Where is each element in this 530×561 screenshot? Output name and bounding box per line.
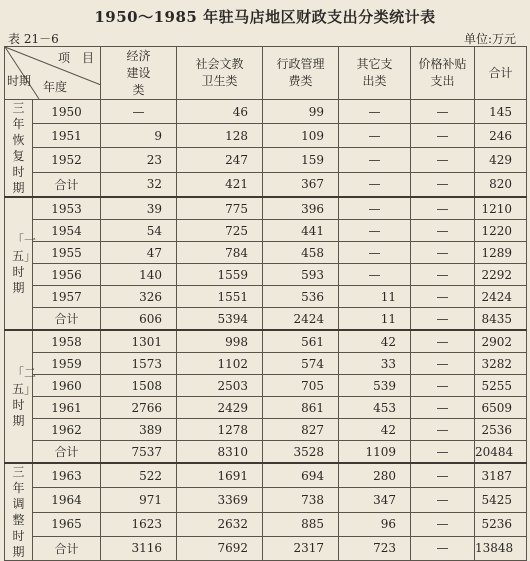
value-cell: 458 (263, 242, 339, 264)
year-cell: 1956 (33, 264, 101, 286)
table-row (5, 172, 527, 197)
value-cell: 705 (263, 375, 339, 397)
value-cell: 2536 (475, 419, 527, 441)
table-row (5, 353, 527, 375)
value-cell: — (411, 330, 475, 353)
value-cell: 159 (263, 148, 339, 172)
column-header: 合计 (475, 47, 527, 100)
value-cell: 3282 (475, 353, 527, 375)
value-cell: 42 (339, 330, 411, 353)
value-cell: 3369 (177, 488, 263, 512)
value-cell: — (411, 353, 475, 375)
value-cell: — (411, 375, 475, 397)
year-cell: 1962 (33, 419, 101, 441)
value-cell: — (411, 197, 475, 220)
value-cell: 1278 (177, 419, 263, 441)
value-cell: 441 (263, 220, 339, 242)
value-cell: 3528 (263, 441, 339, 464)
value-cell: 5236 (475, 512, 527, 536)
column-header: 其它支出类 (339, 47, 411, 100)
value-cell: 2292 (475, 264, 527, 286)
value-cell: — (339, 264, 411, 286)
value-cell: — (339, 197, 411, 220)
value-cell: 39 (101, 197, 177, 220)
value-cell: 861 (263, 397, 339, 419)
value-cell: 3116 (101, 536, 177, 560)
value-cell: 971 (101, 488, 177, 512)
year-cell: 1960 (33, 375, 101, 397)
value-cell: 9 (101, 124, 177, 148)
value-cell: 46 (177, 100, 263, 124)
value-cell: — (411, 124, 475, 148)
value-cell: 1301 (101, 330, 177, 353)
value-cell: — (411, 536, 475, 560)
period-cell: 「二五」时期 (5, 330, 33, 463)
value-cell: 6509 (475, 397, 527, 419)
value-cell: — (411, 441, 475, 464)
year-cell: 1958 (33, 330, 101, 353)
value-cell: — (339, 100, 411, 124)
value-cell: 421 (177, 172, 263, 197)
value-cell: 453 (339, 397, 411, 419)
value-cell: 738 (263, 488, 339, 512)
value-cell: 1691 (177, 463, 263, 488)
year-cell: 1954 (33, 220, 101, 242)
table-title: 1950～1985 年驻马店地区财政支出分类统计表 (94, 8, 436, 26)
subtotal-label: 合计 (33, 172, 101, 197)
value-cell: — (101, 100, 177, 124)
value-cell: 20484 (475, 441, 527, 464)
corner-header-cell (5, 47, 101, 100)
period-cell: 「一五」时期 (5, 197, 33, 330)
value-cell: 2902 (475, 330, 527, 353)
table-row (5, 286, 527, 308)
value-cell: — (411, 172, 475, 197)
year-cell: 1961 (33, 397, 101, 419)
value-cell: 2424 (475, 286, 527, 308)
value-cell: 2317 (263, 536, 339, 560)
value-cell: — (411, 100, 475, 124)
value-cell: 2766 (101, 397, 177, 419)
table-row (5, 330, 527, 353)
value-cell: 5425 (475, 488, 527, 512)
value-cell: 2429 (177, 397, 263, 419)
table-row (5, 220, 527, 242)
value-cell: — (339, 220, 411, 242)
value-cell: 42 (339, 419, 411, 441)
value-cell: — (411, 220, 475, 242)
table-row (5, 397, 527, 419)
year-cell: 1951 (33, 124, 101, 148)
value-cell: 33 (339, 353, 411, 375)
corner-period-label: 时期 (7, 74, 32, 88)
table-row (5, 488, 527, 512)
value-cell: 1102 (177, 353, 263, 375)
value-cell: 522 (101, 463, 177, 488)
value-cell: 998 (177, 330, 263, 353)
year-cell: 1955 (33, 242, 101, 264)
table-row (5, 308, 527, 331)
value-cell: — (339, 148, 411, 172)
value-cell: 99 (263, 100, 339, 124)
value-cell: 140 (101, 264, 177, 286)
value-cell: 128 (177, 124, 263, 148)
value-cell: — (411, 286, 475, 308)
table-row (5, 100, 527, 124)
value-cell: — (411, 419, 475, 441)
value-cell: 536 (263, 286, 339, 308)
value-cell: 775 (177, 197, 263, 220)
corner-year-label: 年度 (43, 80, 68, 94)
value-cell: 429 (475, 148, 527, 172)
table-row (5, 536, 527, 560)
value-cell: 7692 (177, 536, 263, 560)
value-cell: 396 (263, 197, 339, 220)
value-cell: 145 (475, 100, 527, 124)
value-cell: — (339, 124, 411, 148)
value-cell: 280 (339, 463, 411, 488)
value-cell: — (411, 148, 475, 172)
value-cell: 109 (263, 124, 339, 148)
year-cell: 1950 (33, 100, 101, 124)
value-cell: 7537 (101, 441, 177, 464)
value-cell: 347 (339, 488, 411, 512)
value-cell: — (411, 463, 475, 488)
value-cell: 23 (101, 148, 177, 172)
period-cell: 三年恢复时期 (5, 100, 33, 198)
value-cell: 54 (101, 220, 177, 242)
header-row (5, 47, 527, 100)
column-header: 价格补贴支出 (411, 47, 475, 100)
value-cell: 1573 (101, 353, 177, 375)
value-cell: 827 (263, 419, 339, 441)
year-cell: 1964 (33, 488, 101, 512)
value-cell: — (411, 397, 475, 419)
year-cell: 1959 (33, 353, 101, 375)
value-cell: 5394 (177, 308, 263, 331)
value-cell: 2503 (177, 375, 263, 397)
table-row (5, 264, 527, 286)
table-row (5, 441, 527, 464)
value-cell: — (411, 488, 475, 512)
value-cell: 32 (101, 172, 177, 197)
year-cell: 1965 (33, 512, 101, 536)
value-cell: 574 (263, 353, 339, 375)
value-cell: 2632 (177, 512, 263, 536)
table-row (5, 242, 527, 264)
period-cell: 三年调整时期 (5, 463, 33, 561)
value-cell: — (411, 308, 475, 331)
column-header: 行政管理费类 (263, 47, 339, 100)
value-cell: 606 (101, 308, 177, 331)
table-row (5, 512, 527, 536)
value-cell: 1210 (475, 197, 527, 220)
value-cell: 96 (339, 512, 411, 536)
year-cell: 1963 (33, 463, 101, 488)
value-cell: 784 (177, 242, 263, 264)
subtotal-label: 合计 (33, 308, 101, 331)
value-cell: 5255 (475, 375, 527, 397)
value-cell: 1559 (177, 264, 263, 286)
value-cell: 1109 (339, 441, 411, 464)
value-cell: — (411, 242, 475, 264)
table-row (5, 419, 527, 441)
value-cell: 820 (475, 172, 527, 197)
value-cell: 593 (263, 264, 339, 286)
year-cell: 1957 (33, 286, 101, 308)
value-cell: 1220 (475, 220, 527, 242)
subtotal-label: 合计 (33, 536, 101, 560)
value-cell: 723 (339, 536, 411, 560)
corner-item-label: 项 目 (57, 51, 94, 65)
expenditure-table (4, 46, 527, 561)
value-cell: 11 (339, 308, 411, 331)
unit-label: 单位:万元 (463, 32, 516, 46)
table-body (5, 100, 527, 561)
value-cell: 326 (101, 286, 177, 308)
value-cell: 8310 (177, 441, 263, 464)
value-cell: 13848 (475, 536, 527, 560)
value-cell: 2424 (263, 308, 339, 331)
column-header: 经济建设类 (101, 47, 177, 100)
value-cell: 1508 (101, 375, 177, 397)
value-cell: — (339, 242, 411, 264)
table-row (5, 375, 527, 397)
year-cell: 1952 (33, 148, 101, 172)
value-cell: 885 (263, 512, 339, 536)
table-row (5, 148, 527, 172)
value-cell: — (339, 172, 411, 197)
value-cell: — (411, 512, 475, 536)
value-cell: 694 (263, 463, 339, 488)
table-row (5, 124, 527, 148)
value-cell: — (411, 264, 475, 286)
value-cell: 1289 (475, 242, 527, 264)
value-cell: 11 (339, 286, 411, 308)
table-row (5, 463, 527, 488)
value-cell: 246 (475, 124, 527, 148)
value-cell: 3187 (475, 463, 527, 488)
value-cell: 561 (263, 330, 339, 353)
value-cell: 539 (339, 375, 411, 397)
year-cell: 1953 (33, 197, 101, 220)
value-cell: 1623 (101, 512, 177, 536)
table-row (5, 197, 527, 220)
subtotal-label: 合计 (33, 441, 101, 464)
value-cell: 1551 (177, 286, 263, 308)
column-header: 社会文教卫生类 (177, 47, 263, 100)
value-cell: 725 (177, 220, 263, 242)
table-number: 表 21－6 (8, 32, 59, 46)
value-cell: 47 (101, 242, 177, 264)
value-cell: 367 (263, 172, 339, 197)
value-cell: 247 (177, 148, 263, 172)
value-cell: 389 (101, 419, 177, 441)
value-cell: 8435 (475, 308, 527, 331)
